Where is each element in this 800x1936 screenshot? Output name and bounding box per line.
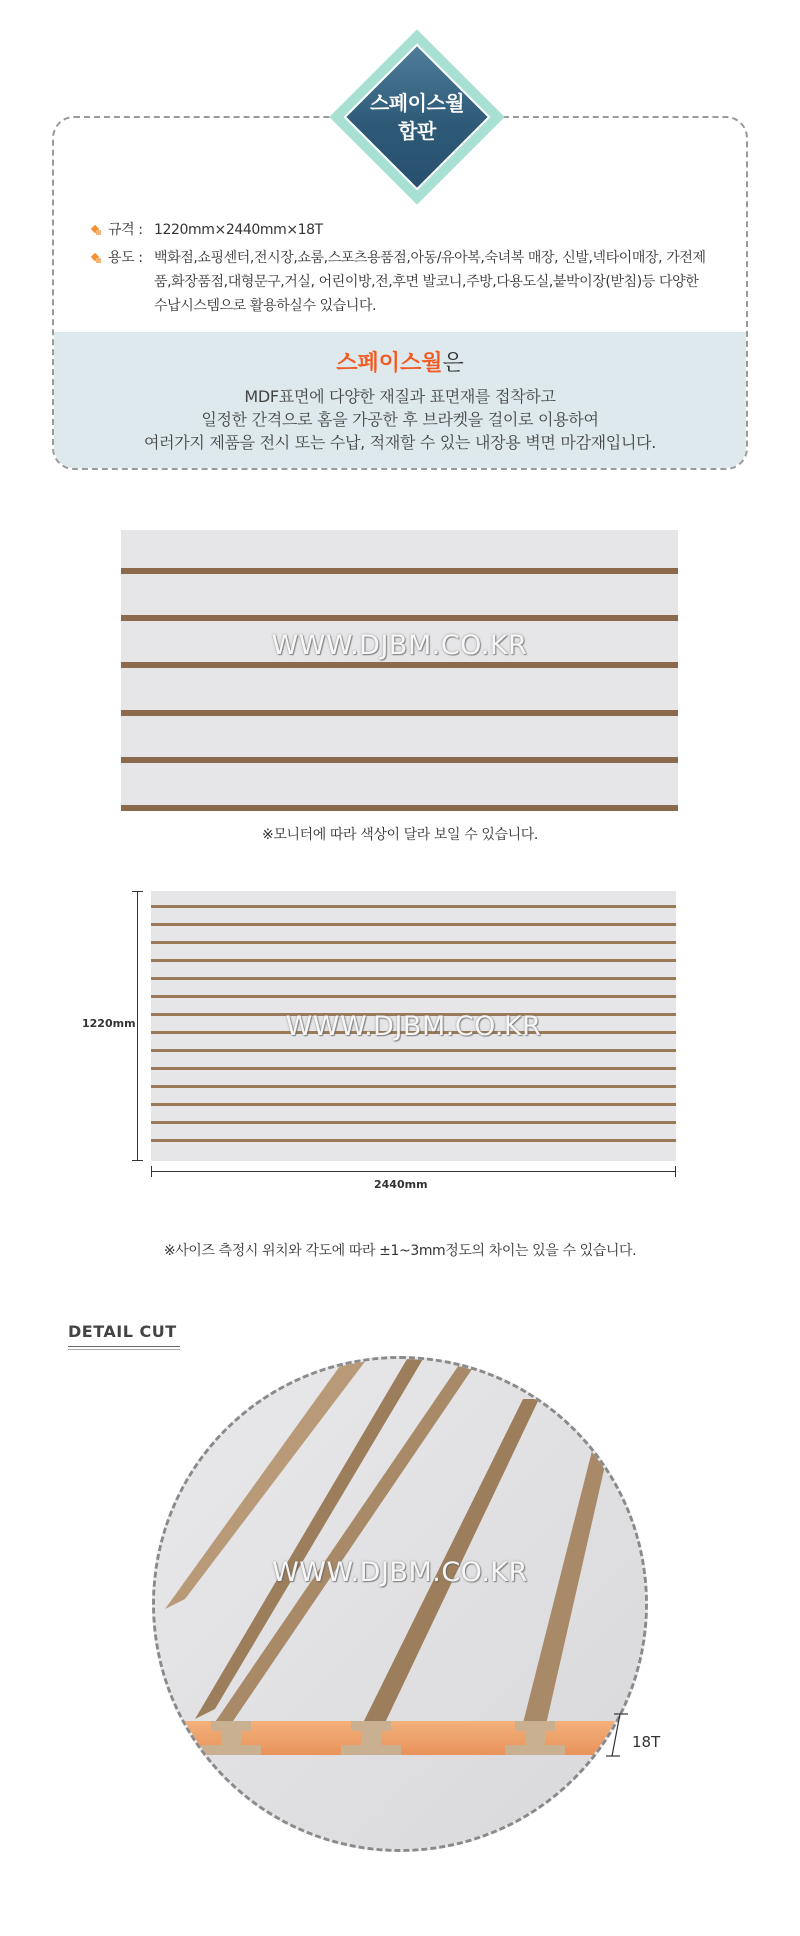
- spec-size: [92, 218, 712, 242]
- color-note: ※모니터에 따라 색상이 달라 보일 수 있습니다.: [262, 827, 538, 843]
- product-badge: [330, 30, 504, 204]
- watermark: WWW.DJBM.CO.KR: [285, 1011, 542, 1042]
- description-title-suffix: 은: [442, 351, 464, 376]
- panel-dimension-photo: [151, 891, 676, 1161]
- height-label: 1220mm: [82, 1017, 136, 1030]
- spec-size-value: 1220mm×2440mm×18T: [154, 222, 323, 238]
- bullet-icon: [92, 254, 102, 264]
- spec-usage-value: 백화점,쇼핑센터,전시장,쇼룸,스포츠용품점,아동/유아복,숙녀복 매장, 신발,넥타이매장, 가전제품,화장품점,대형문구,거실, 어린이방,전,후면 발코니,주방,다용도실,붙박이장(받침)등 다양한 수납시스템으로 활용하실수 있습니다.: [154, 250, 706, 314]
- height-dimension-line: [137, 891, 138, 1161]
- thickness-label: 18T: [632, 1733, 661, 1751]
- panel-cross-section: [155, 1359, 648, 1852]
- badge-subtitle: 합판: [398, 119, 436, 143]
- size-note: ※사이즈 측정시 위치와 각도에 따라 ±1~3mm정도의 차이는 있을 수 있습니다.: [163, 1243, 637, 1259]
- width-label: 2440mm: [374, 1178, 428, 1191]
- detail-cut-title: DETAIL CUT: [68, 1322, 177, 1341]
- watermark: WWW.DJBM.CO.KR: [271, 630, 528, 661]
- description-line: 여러가지 제품을 전시 또는 수납, 적재할 수 있는 내장용 벽면 마감재입니다.: [143, 433, 657, 452]
- spec-usage-label: 용도 :: [108, 250, 143, 266]
- detail-cut-image: [152, 1356, 648, 1852]
- spec-usage: [92, 246, 732, 322]
- description-line: MDF표면에 다양한 재질과 표면재를 접착하고: [244, 387, 556, 406]
- description-title-accent: 스페이스월: [336, 351, 443, 376]
- badge-title: 스페이스월: [369, 91, 465, 115]
- description-title: [0, 346, 800, 377]
- bullet-icon: [92, 226, 102, 236]
- description-line: 일정한 간격으로 홈을 가공한 후 브라켓을 걸이로 이용하여: [201, 410, 599, 429]
- panel-photo: [121, 530, 678, 811]
- watermark: WWW.DJBM.CO.KR: [272, 1557, 528, 1588]
- spec-size-label: 규격 :: [108, 222, 143, 238]
- width-dimension-line: [151, 1171, 676, 1172]
